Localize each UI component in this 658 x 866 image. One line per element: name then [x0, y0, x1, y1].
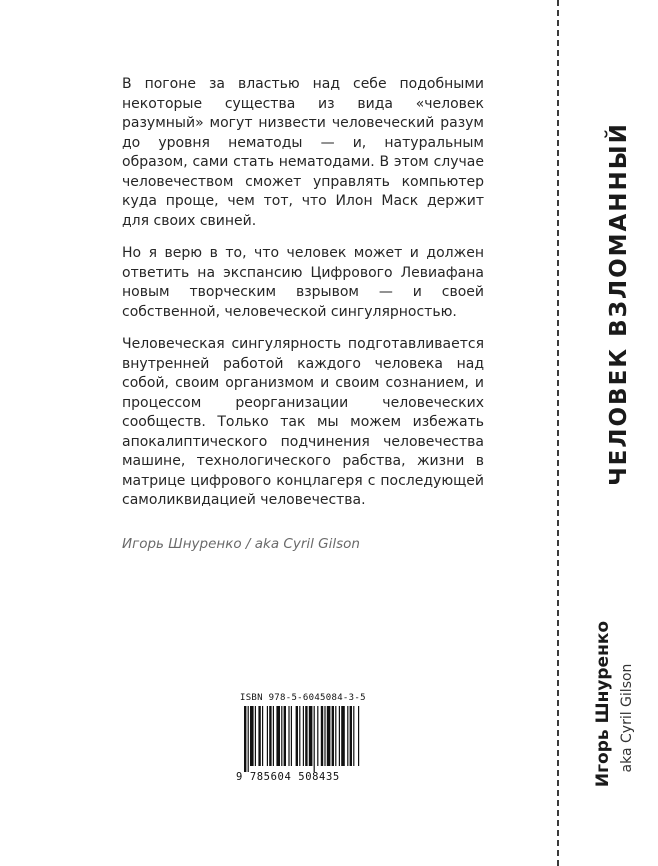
barcode-icon — [236, 706, 364, 772]
author-signature: Игорь Шнуренко / aka Cyril Gilson — [122, 535, 360, 552]
back-cover-text — [122, 75, 484, 554]
barcode-digits: 9 785604 508435 — [236, 771, 340, 783]
paragraph-3: Человеческая сингулярность подготавливается внутренней работой каждого человека над собой, своим организмом и своим сознанием, и процессом реорганизации человеческих сообществ. Только так мы можем избежать апокалиптического подчинения человечества машине, технологического рабства, жизни в матрице цифрового концлагеря с последующей самоликвидацией человечества. — [122, 336, 484, 508]
spine-author: Игорь Шнуренко — [593, 620, 613, 788]
isbn-barcode — [236, 693, 364, 795]
spine-alias: aka Cyril Gilson — [619, 663, 635, 773]
spine-fold-line — [557, 0, 559, 866]
isbn-label: ISBN 978-5-6045084-3-5 — [240, 693, 366, 703]
paragraph-1: В погоне за властью над себе подобными некоторые существа из вида «человек разумный» могут низвести человеческий разум до уровня нематоды — и, натуральным образом, сами стать нематодами. В этом случае человечеством сможет управлять компьютер куда проще, чем тот, что Илон Маск держит для своих свиней. — [122, 76, 484, 229]
spine-title: ЧЕЛОВЕК ВЗЛОМАННЫЙ — [606, 122, 632, 486]
paragraph-2: Но я верю в то, что человек может и должен ответить на экспансию Цифрового Левиафана новым творческим взрывом — и своей собственной, человеческой сингулярностью. — [122, 245, 484, 320]
